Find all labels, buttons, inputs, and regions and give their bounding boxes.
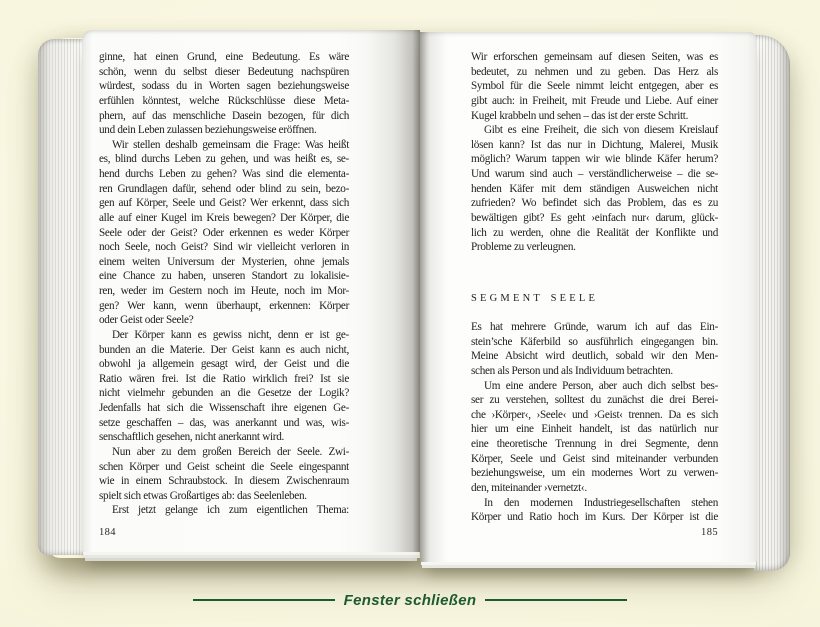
text-line: ser zu verstehen, solltest du zunächst die drei Berei- (471, 394, 718, 407)
text-line: che ›Körper‹, ›Seele‹ und ›Geist‹ trennen. Da es sich (471, 408, 718, 421)
text-line: Der Körper kann es gewiss nicht, denn er ist ge- (112, 328, 349, 341)
close-window-link[interactable] (0, 587, 820, 613)
text-line: Körper, Seele und Geist sind miteinander verbunden (471, 452, 718, 465)
text-line: erfühlen könntest, welche Rückschlüsse diese Meta- (99, 94, 349, 107)
text-line: bunden an die Materie. Der Geist kann es auch nicht, (99, 343, 349, 356)
text-line: obwohl ja allgemein gesagt wird, der Geist und die (99, 358, 349, 371)
text-line: nicht vielmehr gebunden an die Gesetze der Logik? (99, 387, 349, 400)
page-number-left: 184 (99, 527, 116, 538)
open-book (38, 30, 790, 570)
page-number-right: 185 (701, 527, 718, 538)
text-line: lösen kann? Ist das nur in Dichtung, Malerei, Musik (471, 138, 718, 151)
text-line: einem weiten Universum der Mysterien, ohne jemals (99, 255, 349, 268)
text-line: möglich? Warum tappen wir wie blinde Käfer herum? (471, 153, 718, 166)
text-line: Gibt es eine Freiheit, die sich von diesem Kreislauf (484, 124, 718, 137)
text-line: oder Geist oder Seele? (99, 314, 194, 327)
right-page-text-bottom (471, 320, 718, 525)
text-line: gibt auch: in Freiheit, mit Freude und Liebe. Auf einer (471, 94, 718, 107)
divider-rule-left (193, 599, 335, 601)
text-line: beziehungsweise, um ein modernes Wort zu verwen- (471, 467, 718, 480)
text-line: phern, auf das menschliche Dasein bezogen, für dich (99, 109, 349, 122)
text-line: eine theoretische Trennung in drei Segmente, denn (471, 438, 718, 450)
right-page-stack-edge (754, 35, 790, 571)
text-line: bewältigen gibt? Es geht ›einfach nur‹ darum, glück- (471, 211, 718, 224)
text-line: henden Käfer mit dem ständigen Ausweichen nicht (471, 182, 718, 195)
text-line: wie in einem Schraubstock. In diesem Zwischenraum (99, 475, 349, 488)
text-line: stein’sche Käferbild so ausführlich eingegangen bin. (471, 335, 718, 348)
text-line: zufrieden? Wo befindet sich das Problem, das es zu (471, 197, 718, 210)
text-line: alle auf einer Kugel im Kreis bewegen? Der Körper, die (99, 211, 349, 224)
text-line: senschaftlich gesehen, nicht anerkannt wird. (99, 431, 284, 444)
text-line: schön, wenn du selbst dieser Bedeutung nachspüren (99, 65, 349, 78)
text-line: schen Körper und Geist scheint die Seele eingespannt (99, 460, 349, 473)
text-line: gen? Wer kann, wenn überhaupt, erkennen: Körper (99, 299, 349, 312)
text-line: Kugel krabbeln und sehen – das ist der erste Schritt. (471, 109, 689, 122)
text-line: Probleme zu verleugnen. (471, 241, 576, 254)
text-line: Um eine andere Person, aber auch dich selbst bes- (484, 379, 718, 392)
spine-gutter-shadow-left (366, 30, 420, 552)
text-line: Erst jetzt gelange ich zum eigentlichen Thema: (112, 504, 349, 517)
right-page-text-top (471, 50, 718, 255)
text-line: ren, weder im Gestern noch im Heute, noch im Mor- (99, 285, 349, 297)
text-line: Wir stellen deshalb gemeinsam die Frage: Was heißt (112, 138, 349, 151)
text-line: bedeutet, zu nehmen und zu geben. Das Herz als (471, 65, 718, 78)
text-line: Seele oder der Geist? Oder erkennen es weder Körper (99, 226, 349, 239)
text-line: Nun aber zu dem großen Bereich der Seele. Zwi- (112, 445, 349, 458)
text-line: Meine Absicht wird deutlich, sobald wir den Men- (471, 350, 718, 363)
text-line: würdest, sodass du in Worten sagen beziehungsweise (99, 80, 349, 93)
text-line: und dein Leben zulassen beziehungsweise eröffnen. (99, 124, 317, 137)
close-window-label: Fenster schließen (343, 591, 477, 609)
text-line: Jedenfalls hat sich die Wissenschaft ihre eigenen Ge- (99, 402, 349, 414)
text-line: noch Seele, noch Geist? Sind wir vielleicht verloren in (99, 241, 349, 254)
divider-rule-right (485, 599, 627, 601)
text-line: Körper und Ratio hoch im Kurs. Der Körper ist die (471, 511, 718, 524)
text-line: Symbol für die Seele nimmt leicht entgegen, aber es (471, 80, 718, 93)
text-line: Und warum sind auch – verständlicherweise – die se- (471, 168, 718, 180)
text-line: ginne, hat einen Grund, eine Bedeutung. Es wäre (99, 51, 349, 63)
text-line: es, blind durchs Leben zu gehen, und was heißt es, se- (99, 153, 349, 166)
text-line: schen als Person und als Individuum betrachten. (471, 364, 673, 377)
text-line: setze geschaffen – das, was anerkannt und was, wis- (99, 416, 349, 429)
text-line: gen auf Körper, Seele und Geist? Wer erkennt, dass sich (99, 197, 349, 210)
text-line: Wir erforschen gemeinsam auf diesen Seiten, was es (471, 51, 718, 63)
text-line: ren Grundlagen dafür, sehend oder blind zu sein, bezo- (99, 182, 349, 195)
text-line: hend durchs Leben zu gehen? Was sind die elementa- (99, 168, 349, 180)
spine-gutter-shadow-right (420, 32, 446, 562)
left-page-text (99, 50, 349, 518)
text-line: eine Chance zu haben, unseren Standort zu lokalisie- (99, 270, 349, 283)
text-line: den, miteinander ›vernetzt‹. (471, 481, 587, 494)
text-line: lich zu werden, ohne die Realität der Konflikte und (471, 226, 718, 239)
section-heading: SEGMENT SEELE (471, 293, 599, 304)
text-line: Es hat mehrere Gründe, warum ich auf das Ein- (471, 321, 718, 333)
text-line: hier um eine Einheit handelt, ist das natürlich nur (471, 423, 718, 436)
text-line: spielt sich etwas Großartiges ab: das Seelenleben. (99, 489, 307, 502)
text-line: Ratio wären frei. Ist die Ratio wirklich frei? Ist sie (99, 372, 349, 385)
text-line: In den modernen Industriegesellschaften stehen (484, 496, 718, 509)
